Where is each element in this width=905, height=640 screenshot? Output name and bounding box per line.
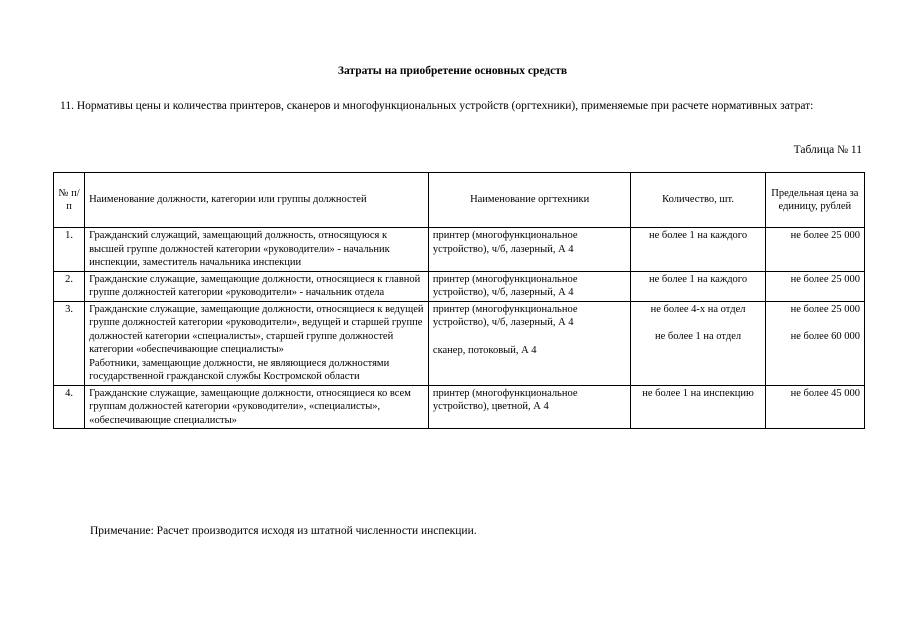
row-price-printer: не более 25 000 <box>790 303 860 315</box>
row-equipment: принтер (многофункциональное устройство), цветной, А 4 <box>428 385 630 429</box>
norms-table <box>53 172 865 429</box>
row-equipment: принтер (многофункциональное устройство), ч/б, лазерный, А 4 <box>428 228 630 272</box>
row-quantity <box>631 301 765 385</box>
row-position-main: Гражданские служащие, замещающие должности, относящиеся к ведущей группе должностей категории «руководители», ведущей и старшей группе должностей категории «специалисты», старшей группе должностей категории «обеспечивающие специалисты» <box>89 303 424 355</box>
row-quantity: не более 1 на инспекцию <box>631 385 765 429</box>
row-spacer <box>635 316 760 330</box>
table-header-row <box>54 173 865 228</box>
row-num: 1. <box>54 228 85 272</box>
header-equipment: Наименование оргтехники <box>428 173 630 228</box>
header-num: № п/п <box>54 173 85 228</box>
row-equipment <box>428 301 630 385</box>
table-row <box>54 385 865 429</box>
row-equipment-printer: принтер (многофункциональное устройство), ч/б, лазерный, А 4 <box>432 303 578 328</box>
row-price: не более 25 000 <box>765 271 864 301</box>
note-text: Примечание: Расчет производится исходя из штатной численности инспекции. <box>90 525 477 537</box>
row-position-extra: Работники, замещающие должности, не являющиеся должностями государственной гражданской службы Костромской области <box>89 357 390 382</box>
row-price: не более 45 000 <box>765 385 864 429</box>
table-row <box>54 301 865 385</box>
header-quantity: Количество, шт. <box>631 173 765 228</box>
row-num: 4. <box>54 385 85 429</box>
row-position: Гражданские служащие, замещающие должности, относящиеся ко всем группам должностей категории «руководители», «специалисты», «обеспечивающие специалисты» <box>85 385 429 429</box>
row-spacer <box>433 330 626 344</box>
row-price-scanner: не более 60 000 <box>790 331 860 342</box>
table-row <box>54 271 865 301</box>
row-quantity-scanner: не более 1 на отдел <box>654 331 742 342</box>
row-quantity: не более 1 на каждого <box>631 228 765 272</box>
row-equipment-scanner: сканер, потоковый, А 4 <box>432 344 537 356</box>
document-title: Затраты на приобретение основных средств <box>337 65 568 77</box>
row-position: Гражданский служащий, замещающий должность, относящуюся к высшей группе должностей категории «руководители» - начальник инспекции, заместитель начальника инспекции <box>85 228 429 272</box>
table-row <box>54 228 865 272</box>
row-price: не более 25 000 <box>765 228 864 272</box>
row-equipment: принтер (многофункциональное устройство), ч/б, лазерный, А 4 <box>428 271 630 301</box>
row-price <box>765 301 864 385</box>
row-spacer <box>770 316 860 330</box>
row-position: Гражданские служащие, замещающие должности, относящиеся к главной группе должностей категории «руководители» - начальник отдела <box>85 271 429 301</box>
row-num: 3. <box>54 301 85 385</box>
table-label: Таблица № 11 <box>793 144 862 156</box>
header-position: Наименование должности, категории или группы должностей <box>85 173 429 228</box>
row-num: 2. <box>54 271 85 301</box>
row-quantity-printer: не более 4-х на отдел <box>650 303 746 315</box>
row-quantity: не более 1 на каждого <box>631 271 765 301</box>
header-price: Предельная цена за единицу, рублей <box>765 173 864 228</box>
row-position <box>85 301 429 385</box>
intro-paragraph: 11. Нормативы цены и количества принтеров, сканеров и многофункциональных устройств (оргтехники), применяемые при расчете нормативных затрат: <box>60 100 814 112</box>
